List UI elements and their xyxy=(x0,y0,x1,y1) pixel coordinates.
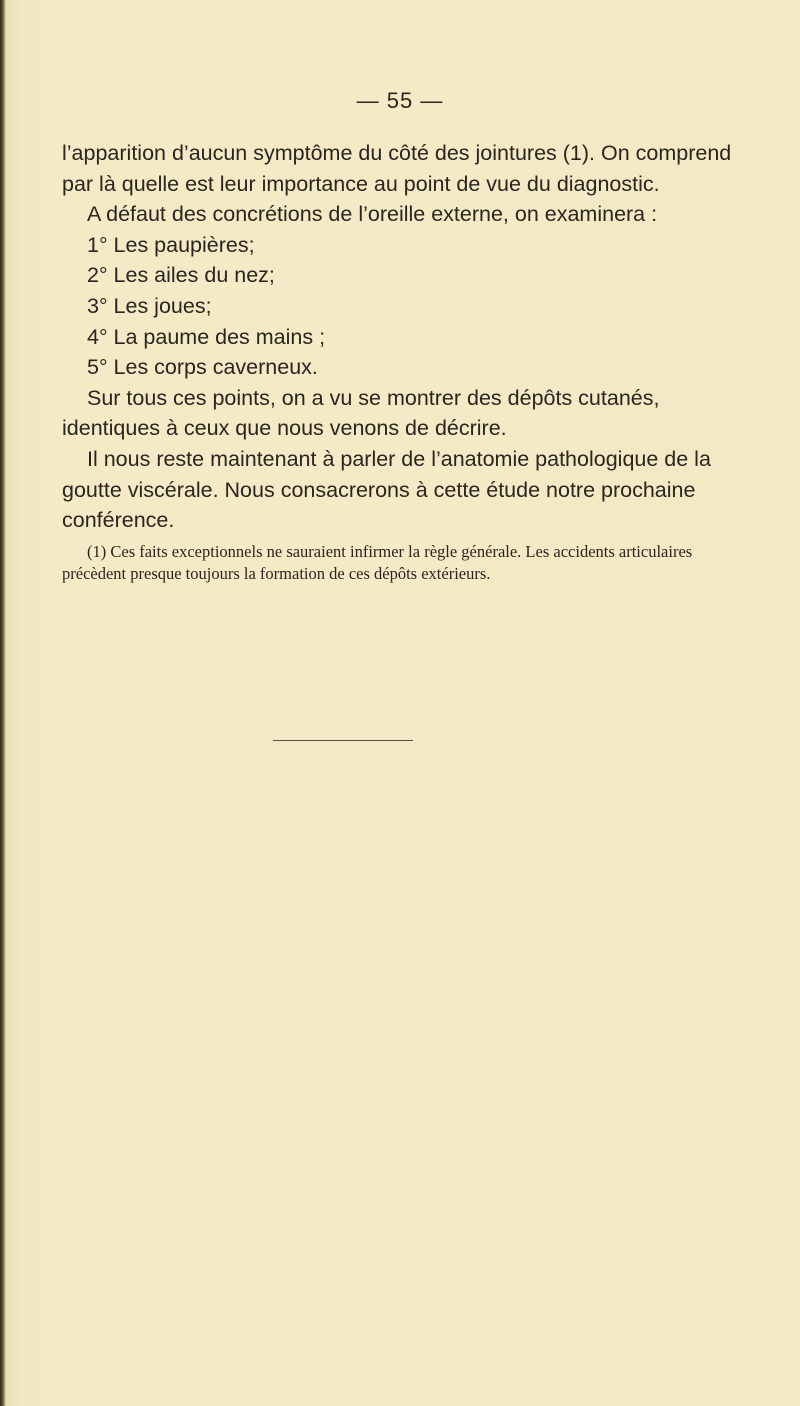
list-item-eyelids: 1° Les paupières; xyxy=(87,232,255,257)
binding-edge xyxy=(0,0,6,1406)
body-text xyxy=(62,138,738,536)
list-item-palms: 4° La paume des mains ; xyxy=(87,324,326,349)
list-item-nose: 2° Les ailes du nez; xyxy=(87,263,275,288)
paragraph-conclusion: Il nous reste maintenant à parler de l’anatomie pathologique de la goutte viscérale. Nous consacrerons à cette étude notre prochaine conférence. xyxy=(62,446,711,533)
footnote xyxy=(62,541,738,584)
footnote-text: (1) Ces faits exceptionnels ne sauraient infirmer la règle générale. Les accidents articulaires précèdent presque toujours la formation de ces dépôts extérieurs. xyxy=(62,542,693,583)
list-item-corpora: 5° Les corps caverneux. xyxy=(87,355,318,380)
paragraph-deposits: Sur tous ces points, on a vu se montrer des dépôts cutanés, identiques à ceux que nous venons de décrire. xyxy=(62,385,660,441)
end-rule xyxy=(273,740,413,741)
list-item-cheeks: 3° Les joues; xyxy=(87,293,212,318)
paragraph-continuation: l’apparition d’aucun symptôme du côté des jointures (1). On comprend par là quelle est leur importance au point de vue du diagnostic. xyxy=(62,141,732,196)
page-number: — 55 — xyxy=(356,88,444,113)
paragraph-examination-intro: A défaut des concrétions de l’oreille externe, on examinera : xyxy=(87,202,658,227)
